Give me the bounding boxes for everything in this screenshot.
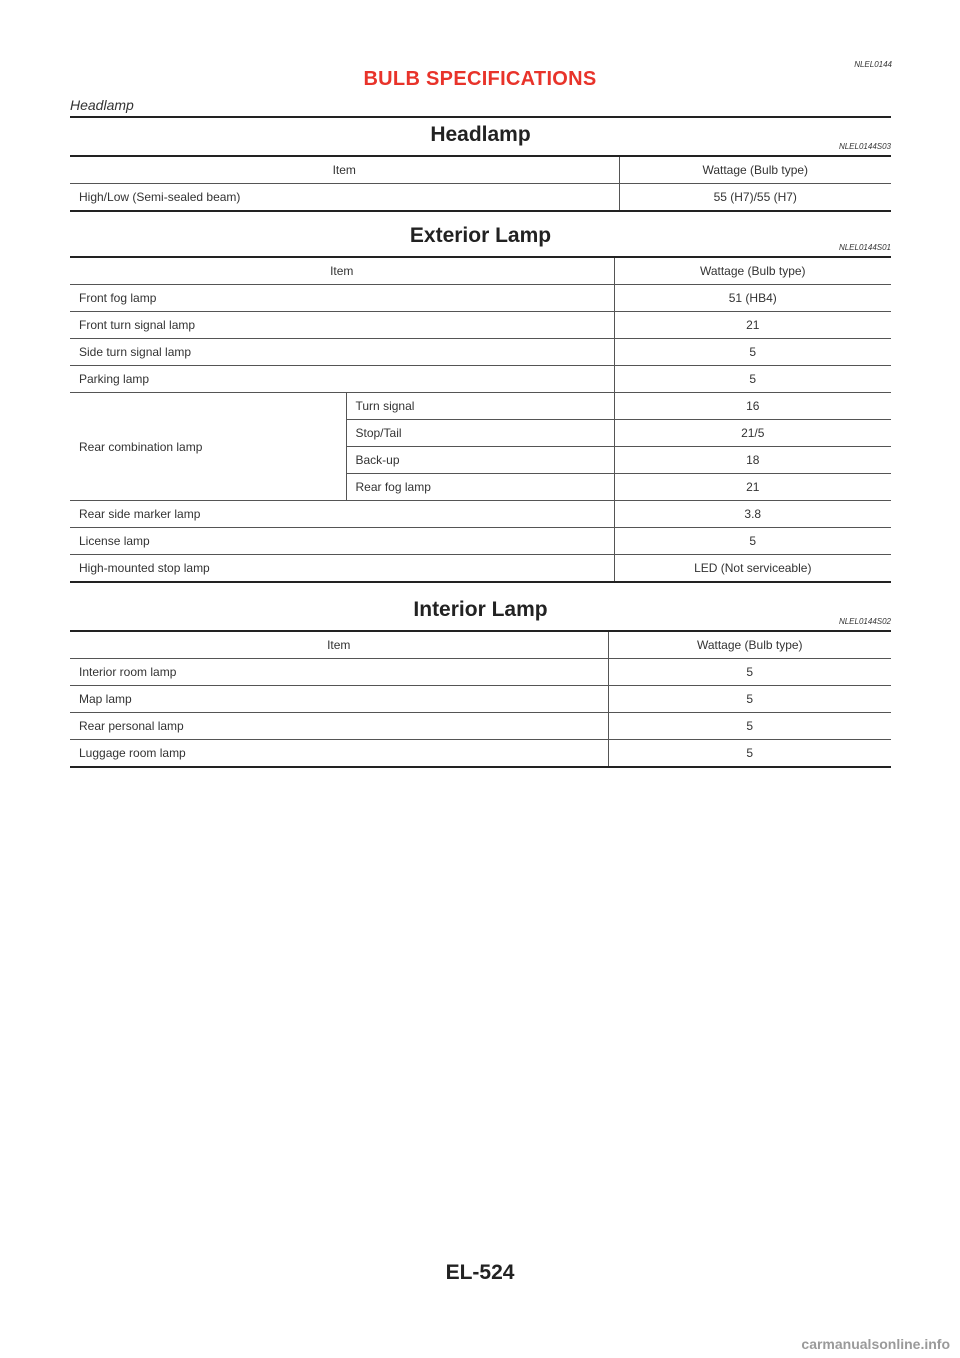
table-row: [70, 713, 891, 740]
wattage-cell: 5: [608, 713, 891, 740]
column-header-item: Item: [70, 631, 608, 659]
wattage-cell: 18: [614, 447, 891, 474]
subitem-cell: Rear fog lamp: [346, 474, 614, 501]
table-row: [70, 740, 891, 768]
table-header-row: [70, 631, 891, 659]
document-code: NLEL0144: [854, 60, 892, 69]
page-number: EL-524: [445, 1261, 515, 1284]
table-row: [70, 528, 891, 555]
wattage-cell: 16: [614, 393, 891, 420]
table-row: [70, 312, 891, 339]
section-code: NLEL0144S03: [838, 142, 891, 151]
section-exterior-lamp: [70, 218, 891, 583]
wattage-cell: 5: [614, 528, 891, 555]
section-headlamp: [70, 117, 891, 212]
wattage-cell: 5: [608, 659, 891, 686]
item-cell: Front turn signal lamp: [70, 312, 614, 339]
table-row: [70, 501, 891, 528]
table-row: [70, 366, 891, 393]
item-cell: Luggage room lamp: [70, 740, 608, 768]
item-cell: High/Low (Semi-sealed beam): [70, 184, 619, 212]
item-cell: Map lamp: [70, 686, 608, 713]
wattage-cell: 5: [608, 740, 891, 768]
column-header-wattage: Wattage (Bulb type): [614, 257, 891, 285]
wattage-cell: 21: [614, 312, 891, 339]
wattage-cell: 55 (H7)/55 (H7): [619, 184, 891, 212]
watermark: carmanualsonline.info: [801, 1336, 950, 1352]
section-header: [70, 592, 891, 630]
table-header-row: [70, 257, 891, 285]
table-row: [70, 555, 891, 583]
section-title: Interior Lamp: [413, 598, 548, 621]
subitem-cell: Stop/Tail: [346, 420, 614, 447]
table-row: [70, 659, 891, 686]
wattage-cell: LED (Not serviceable): [614, 555, 891, 583]
section-interior-lamp: [70, 592, 891, 768]
item-cell: Rear personal lamp: [70, 713, 608, 740]
table-row: [70, 285, 891, 312]
item-cell: Front fog lamp: [70, 285, 614, 312]
subitem-cell: Turn signal: [346, 393, 614, 420]
table-row: [70, 686, 891, 713]
item-cell: Side turn signal lamp: [70, 339, 614, 366]
headlamp-table: [70, 155, 891, 212]
item-cell: License lamp: [70, 528, 614, 555]
table-header-row: [70, 156, 891, 184]
section-header: [70, 218, 891, 256]
wattage-cell: 5: [614, 366, 891, 393]
column-header-wattage: Wattage (Bulb type): [619, 156, 891, 184]
wattage-cell: 5: [614, 339, 891, 366]
exterior-lamp-table: [70, 256, 891, 583]
wattage-cell: 3.8: [614, 501, 891, 528]
wattage-cell: 51 (HB4): [614, 285, 891, 312]
item-cell: Interior room lamp: [70, 659, 608, 686]
section-title: Headlamp: [430, 123, 531, 146]
item-cell-group: Rear combination lamp: [70, 393, 346, 501]
wattage-cell: 21/5: [614, 420, 891, 447]
interior-lamp-table: [70, 630, 891, 768]
section-code: NLEL0144S01: [838, 243, 891, 252]
running-head: Headlamp: [70, 97, 134, 113]
table-row: [70, 393, 891, 420]
column-header-item: Item: [70, 156, 619, 184]
item-cell: High-mounted stop lamp: [70, 555, 614, 583]
section-header: [70, 117, 891, 155]
section-code: NLEL0144S02: [838, 617, 891, 626]
item-cell: Rear side marker lamp: [70, 501, 614, 528]
wattage-cell: 21: [614, 474, 891, 501]
table-row: [70, 339, 891, 366]
wattage-cell: 5: [608, 686, 891, 713]
page-title: BULB SPECIFICATIONS: [363, 68, 597, 90]
subitem-cell: Back-up: [346, 447, 614, 474]
column-header-wattage: Wattage (Bulb type): [608, 631, 891, 659]
table-row: [70, 184, 891, 212]
section-title: Exterior Lamp: [409, 224, 552, 247]
item-cell: Parking lamp: [70, 366, 614, 393]
column-header-item: Item: [70, 257, 614, 285]
